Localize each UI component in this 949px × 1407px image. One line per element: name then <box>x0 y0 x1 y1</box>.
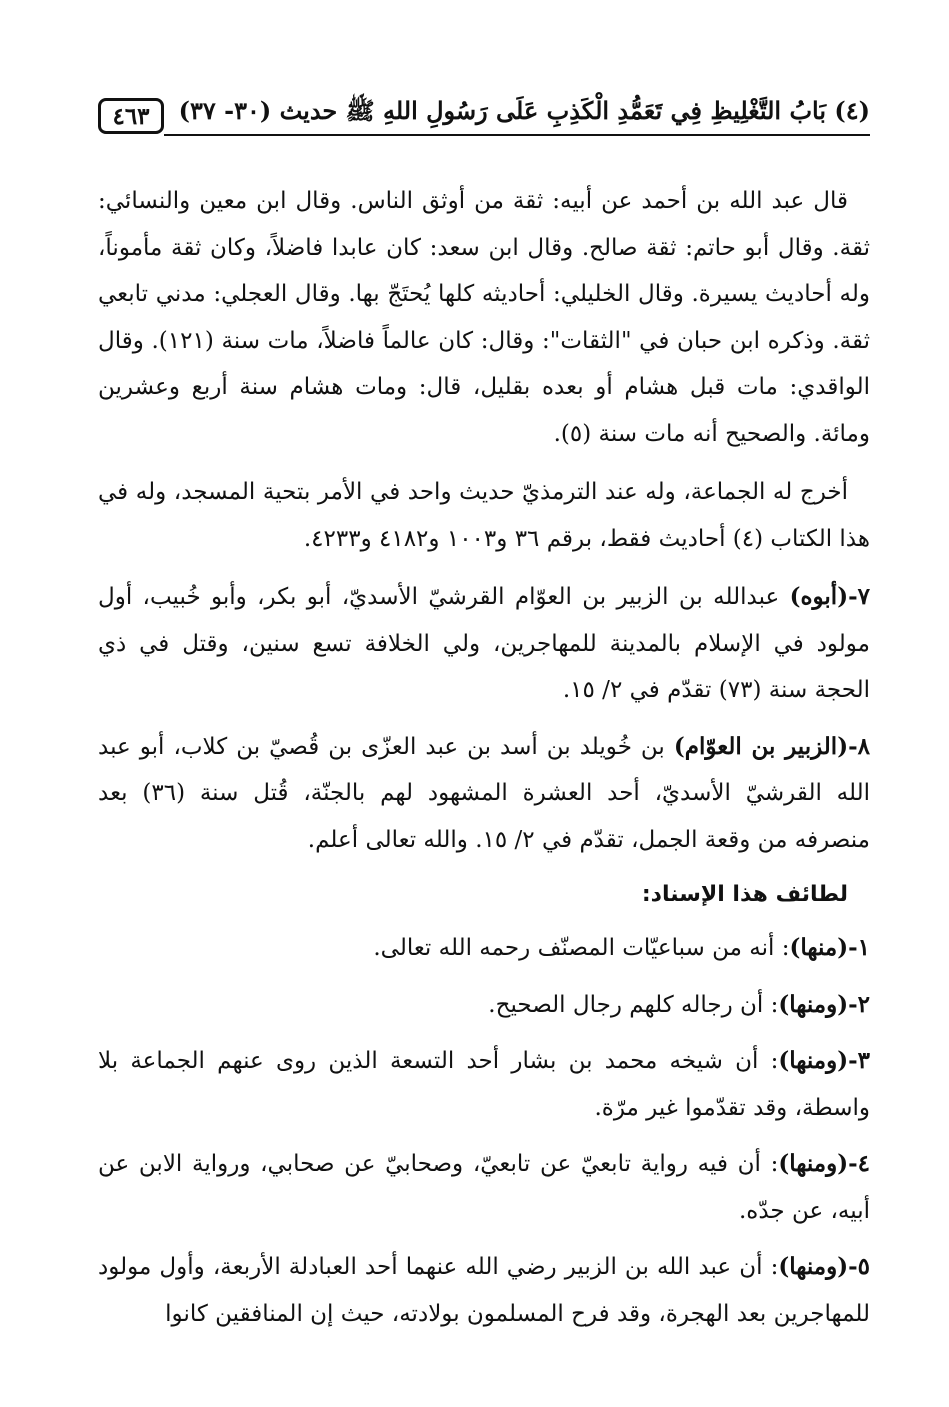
paragraph-text: قال عبد الله بن أحمد عن أبيه: ثقة من أوثق الناس. وقال ابن معين والنسائي: ثقة. وقال أبو حاتم: ثقة صالح. وقال ابن سعد: كان عابدا فاضلاً، وكان ثقة مأموناً، وله أحاديث يسيرة. وقال الخليلي: أحاديثه كلها يُحتَجّ بها. وقال العجلي: مدني تابعي ثقة. وذكره ابن حبان في "الثقات": وقال: كان عالماً فاضلاً، مات سنة (١٢١). وقال الواقدي: مات قبل هشام أو بعده بقليل، قال: ومات هشام سنة أربع وعشرين ومائة. والصحيح أنه مات سنة (٥). <box>98 188 871 447</box>
item-label: ٥-(ومنها) <box>778 1253 870 1280</box>
item-text: : أن عبد الله بن الزبير رضي الله عنهما أحد العبادلة الأربعة، وأول مولود للمهاجرين بعد الهجرة، وقد فرح المسلمون بولادته، حيث إن المنافقين كانوا <box>98 1254 870 1327</box>
list-item <box>98 1141 870 1234</box>
page-number-box <box>98 98 164 134</box>
page-header <box>98 92 870 144</box>
narrator-entry <box>98 724 870 864</box>
item-text: : أن رجاله كلهم رجال الصحيح. <box>488 991 779 1018</box>
entry-label: ٧-(أبوه) <box>789 583 870 610</box>
entry-text: عبدالله بن الزبير بن العوّام القرشيّ الأسديّ، أبو بكر، وأبو خُبيب، أول مولود في الإسلام بالمدينة للمهاجرين، ولي الخلافة تسع سنين، وقتل في ذي الحجة سنة (٧٣) تقدّم في ٢/ ١٥. <box>98 584 870 703</box>
narrator-paragraph <box>98 469 870 562</box>
entry-label: ٨-(الزبير بن العوّام) <box>673 732 870 760</box>
page-body <box>98 178 870 1347</box>
item-label: ٣-(ومنها) <box>778 1047 870 1074</box>
page-number: ٤٦٣ <box>112 102 150 130</box>
header-rule <box>164 134 870 136</box>
list-item <box>98 982 870 1029</box>
item-label: ٢-(ومنها) <box>778 990 870 1018</box>
section-heading: لطائف هذا الإسناد: <box>641 882 848 907</box>
item-text: : أنه من سباعيّات المصنّف رحمه الله تعالى. <box>373 935 790 961</box>
list-item <box>98 1038 870 1131</box>
list-item <box>98 1244 870 1337</box>
narrator-entry <box>98 574 870 714</box>
list-item <box>98 925 870 972</box>
narrator-paragraph <box>98 178 870 457</box>
item-text: : أن شيخه محمد بن بشار أحد التسعة الذين روى عنهم الجماعة بلا واسطة، وقد تقدّموا غير مرّة. <box>98 1048 870 1121</box>
running-title: (٤) بَابُ التَّغْلِيظِ فِي تَعَمُّدِ الْكَذِبِ عَلَى رَسُولِ اللهِ ﷺ حديث (٣٠- ٣٧) <box>178 96 870 125</box>
entry-text: بن خُويلد بن أسد بن عبد العزّى بن قُصيّ بن كلاب، أبو عبد الله القرشيّ الأسديّ، أحد العشرة المشهود لهم بالجنّة، قُتل سنة (٣٦) بعد منصرفه من وقعة الجمل، تقدّم في ٢/ ١٥. والله تعالى أعلم. <box>98 733 871 853</box>
item-label: ١-(منها) <box>789 934 870 961</box>
item-text: : أن فيه رواية تابعيّ عن تابعيّ، وصحابيّ عن صحابي، ورواية الابن عن أبيه، عن جدّه. <box>98 1151 870 1224</box>
paragraph-text: أخرج له الجماعة، وله عند الترمذيّ حديث واحد في الأمر بتحية المسجد، وله في هذا الكتاب (٤) أحاديث فقط، برقم ٣٦ و١٠٠٣ و٤١٨٢ و٤٢٣٣. <box>98 479 870 552</box>
item-label: ٤-(ومنها) <box>778 1150 870 1177</box>
